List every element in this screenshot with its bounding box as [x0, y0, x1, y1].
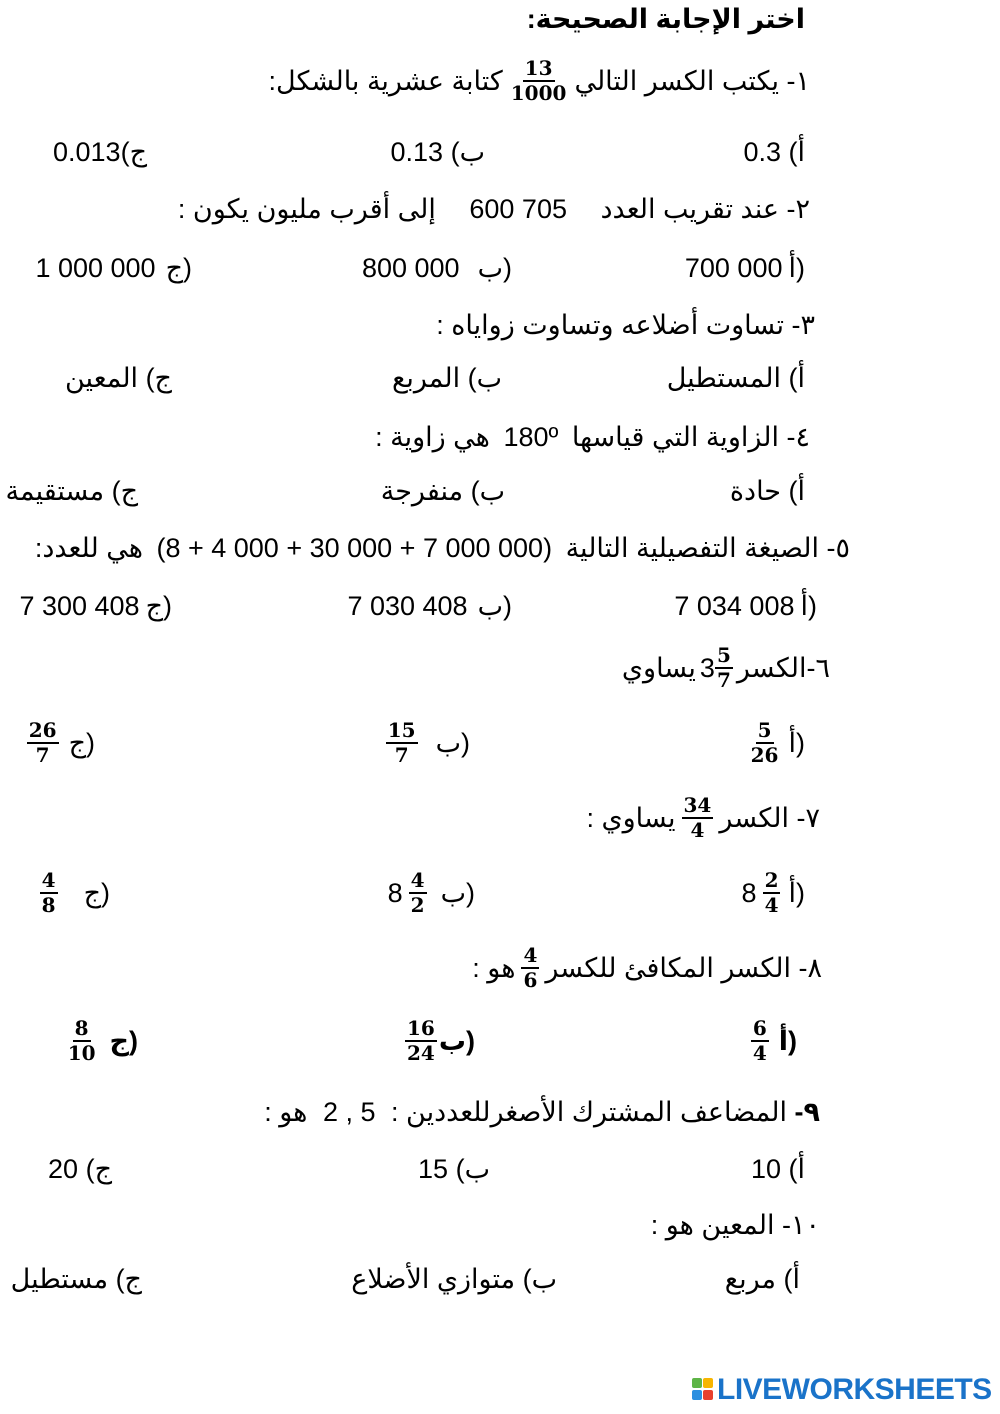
- q5-option-c-value: 7 300 408: [19, 591, 140, 621]
- q2-option-b-value: 800 000: [361, 253, 460, 283]
- q8-frac-den: 6: [523, 968, 538, 992]
- q6-c-den: 7: [35, 743, 50, 767]
- q2-option-a-value: 700 000: [684, 253, 783, 283]
- q4-text-after: هي زاوية :: [375, 422, 490, 452]
- question-8: [472, 945, 822, 991]
- q8-b-den: 24: [407, 1041, 435, 1065]
- q7-frac-num: 34: [683, 793, 712, 817]
- q7-option-b-whole: 8: [387, 877, 403, 908]
- logo-icon: [692, 1378, 714, 1402]
- q3-option-b[interactable]: ب) المربع: [391, 363, 502, 393]
- q6-c-num: 26: [28, 718, 57, 742]
- q9-numbers: 2 , 5: [322, 1097, 376, 1127]
- q8-option-c-label: ج): [109, 1025, 138, 1056]
- q8-option-c[interactable]: [66, 1018, 138, 1064]
- question-4: [375, 424, 810, 451]
- q1-text-after: كتابة عشرية بالشكل:: [268, 65, 503, 96]
- q2-text-after: إلى أقرب مليون يكون :: [177, 194, 436, 224]
- q6-a-num: 5: [757, 718, 772, 742]
- q6-option-b-frac: [386, 720, 418, 766]
- q8-option-c-frac: [66, 1018, 98, 1064]
- q6-option-b[interactable]: [386, 720, 470, 766]
- q10-option-b[interactable]: ب) متوازي الأضلاع: [351, 1264, 557, 1294]
- q5-text-before: ٥- الصيغة التفصيلية التالية: [565, 533, 850, 563]
- q8-option-a[interactable]: [751, 1018, 797, 1064]
- q8-option-b-frac: [405, 1018, 437, 1064]
- q7-option-c-frac: [40, 870, 58, 916]
- q1-option-c[interactable]: ج)0.013: [53, 137, 147, 167]
- liveworksheets-logo: [692, 1375, 992, 1405]
- q1-text-before: ١- يكتب الكسر التالي: [574, 65, 810, 96]
- q4-text-before: ٤- الزاوية التي قياسها: [571, 422, 810, 452]
- q2-option-a-label: أ): [788, 253, 805, 283]
- q2-option-c[interactable]: [35, 255, 192, 282]
- question-2: [178, 196, 810, 223]
- question-9: [264, 1099, 820, 1126]
- q6-frac-num: 5: [716, 643, 731, 667]
- q2-text-before: ٢- عند تقريب العدد: [600, 194, 810, 224]
- q6-text-before: ٦-الكسر: [736, 652, 830, 683]
- q8-a-den: 4: [752, 1041, 767, 1065]
- q5-option-b[interactable]: [347, 593, 512, 620]
- q9-text-after: هو :: [264, 1097, 308, 1127]
- q9-option-b[interactable]: ب) 15: [418, 1154, 490, 1184]
- q3-option-c[interactable]: ج) المعين: [65, 363, 172, 393]
- q5-option-a-value: 7 034 008: [674, 591, 795, 621]
- worksheet-title: اختر الإجابة الصحيحة:: [526, 4, 805, 34]
- question-6: [622, 645, 830, 691]
- q10-option-a[interactable]: أ) مربع: [724, 1264, 800, 1294]
- q7-b-num: 4: [410, 868, 425, 892]
- q7-option-b[interactable]: [388, 870, 475, 916]
- q7-a-den: 4: [764, 893, 779, 917]
- q7-option-a-frac: [763, 870, 781, 916]
- q1-frac-den: 1000: [510, 81, 567, 105]
- question-7: [587, 795, 821, 841]
- q9-text: المضاعف المشترك الأصغرللعددين :: [391, 1097, 787, 1127]
- q3-option-a[interactable]: أ) المستطيل: [666, 363, 805, 393]
- q8-b-num: 16: [407, 1016, 435, 1040]
- q8-c-den: 10: [67, 1041, 96, 1065]
- q1-option-a[interactable]: أ) 0.3: [743, 137, 805, 167]
- q8-a-num: 6: [752, 1016, 767, 1040]
- q7-option-c[interactable]: [40, 870, 110, 916]
- q7-b-den: 2: [410, 893, 425, 917]
- q5-option-c-label: ج): [145, 591, 172, 621]
- q6-option-c-label: ج): [68, 727, 95, 758]
- q4-option-c[interactable]: ج) مستقيمة: [5, 476, 138, 506]
- q2-option-b-label: ب): [477, 253, 512, 283]
- q6-option-c-frac: [27, 720, 59, 766]
- q7-option-b-frac: [409, 870, 427, 916]
- q7-text-after: يساوي :: [586, 802, 676, 833]
- q4-angle: 180º: [503, 422, 559, 452]
- q6-frac-den: 7: [716, 668, 731, 692]
- q7-option-c-label: ج): [83, 877, 110, 908]
- q7-option-a-label: أ): [788, 877, 805, 908]
- q8-option-a-frac: [751, 1018, 769, 1064]
- q5-text-after: هي للعدد:: [34, 533, 143, 563]
- q6-text-after: يساوي: [621, 652, 696, 683]
- q6-option-a-frac: [749, 720, 781, 766]
- q5-option-b-label: ب): [477, 591, 512, 621]
- q5-option-a[interactable]: [674, 593, 817, 620]
- q8-text-after: هو :: [472, 952, 516, 983]
- q6-b-den: 7: [394, 743, 409, 767]
- q8-option-b-label: ب): [438, 1025, 475, 1056]
- q9-number: ٩-: [794, 1097, 820, 1127]
- question-3: ٣- تساوت أضلاعه وتساوت زواياه :: [436, 310, 815, 340]
- q1-frac-num: 13: [524, 56, 553, 80]
- q6-option-c[interactable]: [27, 720, 95, 766]
- q6-option-a[interactable]: [749, 720, 805, 766]
- q1-option-b[interactable]: ب) 0.13: [390, 137, 485, 167]
- q5-expression: (8 + 4 000 + 30 000 + 7 000 000): [156, 533, 553, 563]
- q7-option-a[interactable]: [742, 870, 805, 916]
- q7-c-num: 4: [41, 868, 56, 892]
- q1-fraction: [509, 58, 569, 104]
- q9-option-c[interactable]: ج) 20: [48, 1154, 112, 1184]
- q4-option-b[interactable]: ب) منفرجة: [380, 476, 505, 506]
- q7-c-den: 8: [41, 893, 56, 917]
- q8-c-num: 8: [74, 1016, 89, 1040]
- q2-option-b[interactable]: [362, 255, 512, 282]
- question-5: [35, 535, 850, 562]
- q6-a-den: 26: [750, 743, 779, 767]
- q8-option-a-label: أ): [778, 1025, 797, 1056]
- q7-frac-den: 4: [690, 818, 705, 842]
- q6-whole: 3: [699, 652, 715, 683]
- q5-option-c[interactable]: [19, 593, 172, 620]
- q8-frac-num: 4: [523, 943, 538, 967]
- q2-number: 600 705: [469, 194, 567, 224]
- q5-option-a-label: أ): [800, 591, 817, 621]
- q6-option-a-label: أ): [788, 727, 805, 758]
- q8-fraction: [521, 945, 539, 991]
- q8-option-b[interactable]: [405, 1018, 475, 1064]
- q6-mixed-number: [700, 645, 733, 691]
- q7-option-a-whole: 8: [741, 877, 757, 908]
- q6-b-num: 15: [387, 718, 416, 742]
- logo-text: LIVEWORKSHEETS: [717, 1373, 992, 1406]
- q6-option-b-label: ب): [435, 727, 470, 758]
- q2-option-c-value: 1 000 000: [35, 253, 156, 283]
- q7-fraction: [682, 795, 714, 841]
- q7-option-b-label: ب): [440, 877, 475, 908]
- question-1: [269, 58, 810, 104]
- q4-option-a[interactable]: أ) حادة: [729, 476, 805, 506]
- question-10: ١٠- المعين هو :: [650, 1210, 820, 1240]
- q9-option-a[interactable]: أ) 10: [750, 1154, 805, 1184]
- q7-text-before: ٧- الكسر: [719, 802, 820, 833]
- q2-option-c-label: ج): [165, 253, 192, 283]
- q5-option-b-value: 7 030 408: [347, 591, 468, 621]
- q7-a-num: 2: [764, 868, 779, 892]
- q10-option-c[interactable]: ج) مستطيل: [10, 1264, 142, 1294]
- q2-option-a[interactable]: [685, 255, 805, 282]
- q6-fraction: [715, 645, 733, 691]
- q8-text-before: ٨- الكسر المكافئ للكسر: [545, 952, 822, 983]
